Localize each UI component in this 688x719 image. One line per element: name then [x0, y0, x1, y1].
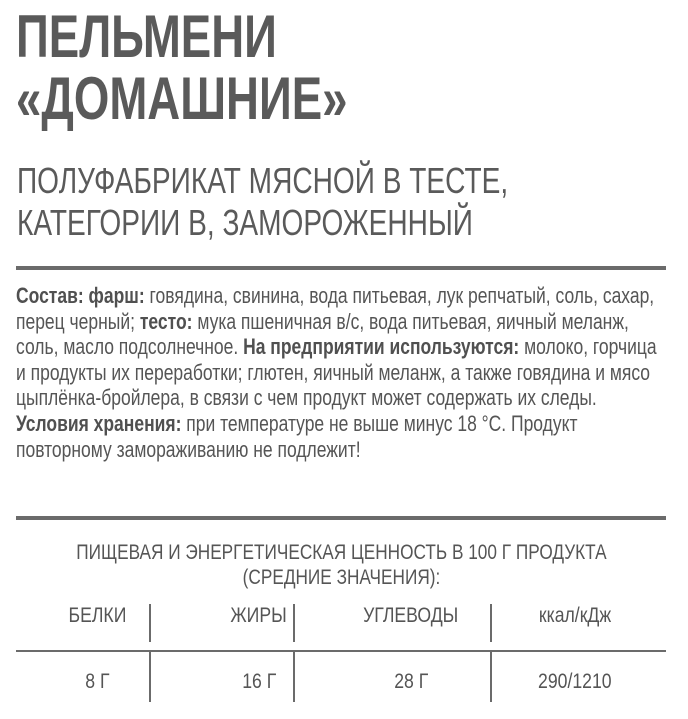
- product-subtitle-line1: ПОЛУФАБРИКАТ МЯСНОЙ В ТЕСТЕ,: [17, 160, 509, 201]
- storage-text: при температуре не выше минус 18 °С. Продукт повторному замораживанию не подлежит!: [16, 410, 578, 462]
- table-col-divider: [293, 604, 295, 642]
- product-title-line1: ПЕЛЬМЕНИ: [16, 3, 277, 70]
- composition-block: [16, 283, 668, 462]
- table-col-divider: [293, 652, 295, 702]
- storage-paragraph: [16, 411, 668, 462]
- testo-text: мука пшеничная в/с, вода питьевая, яичный меланж, соль, масло подсолнечное.: [16, 308, 629, 360]
- product-title-line2: «ДОМАШНИЕ»: [16, 65, 348, 132]
- product-subtitle: [17, 160, 508, 244]
- header-energy: ккал/кДж: [538, 604, 612, 627]
- header-proteins: БЕЛКИ: [68, 604, 126, 627]
- table-col-divider: [149, 652, 151, 702]
- composition-label: Состав:: [16, 283, 84, 308]
- enterprise-text: молоко, горчица и продукты их переработки; глютен, яичный меланж, а также говядина и мясо цыплёнка-бройлера, в связи с чем продукт может содержать их следы.: [16, 334, 657, 411]
- farsh-label: фарш:: [88, 283, 145, 308]
- testo-label: тесто:: [139, 308, 193, 334]
- value-energy: 290/1210: [538, 670, 612, 693]
- farsh-text: говядина, свинина, вода питьевая, лук репчатый, соль, сахар, перец черный;: [16, 283, 655, 334]
- nutrition-title-line1: ПИЩЕВАЯ И ЭНЕРГЕТИЧЕСКАЯ ЦЕННОСТЬ В 100 Г ПРОДУКТА: [75, 541, 607, 564]
- header-fats: ЖИРЫ: [230, 604, 288, 627]
- product-subtitle-line2: КАТЕГОРИИ В, ЗАМОРОЖЕННЫЙ: [17, 202, 473, 243]
- value-carbs: 28 Г: [393, 670, 429, 693]
- table-col-divider: [149, 604, 151, 642]
- table-col-divider: [490, 604, 492, 642]
- storage-label: Условия хранения:: [16, 410, 182, 436]
- top-divider: [16, 266, 666, 270]
- bottom-divider: [16, 516, 666, 520]
- composition-paragraph: [16, 283, 668, 411]
- enterprise-label: На предприятии используются:: [243, 334, 520, 360]
- header-carbs: УГЛЕВОДЫ: [363, 604, 459, 627]
- value-fats: 16 Г: [241, 670, 277, 693]
- product-title: [16, 3, 348, 132]
- nutrition-title: [16, 540, 666, 590]
- table-row-divider: [16, 650, 666, 652]
- table-col-divider: [490, 652, 492, 702]
- value-proteins: 8 Г: [84, 670, 110, 693]
- nutrition-title-line2: (СРЕДНИЕ ЗНАЧЕНИЯ):: [242, 566, 440, 589]
